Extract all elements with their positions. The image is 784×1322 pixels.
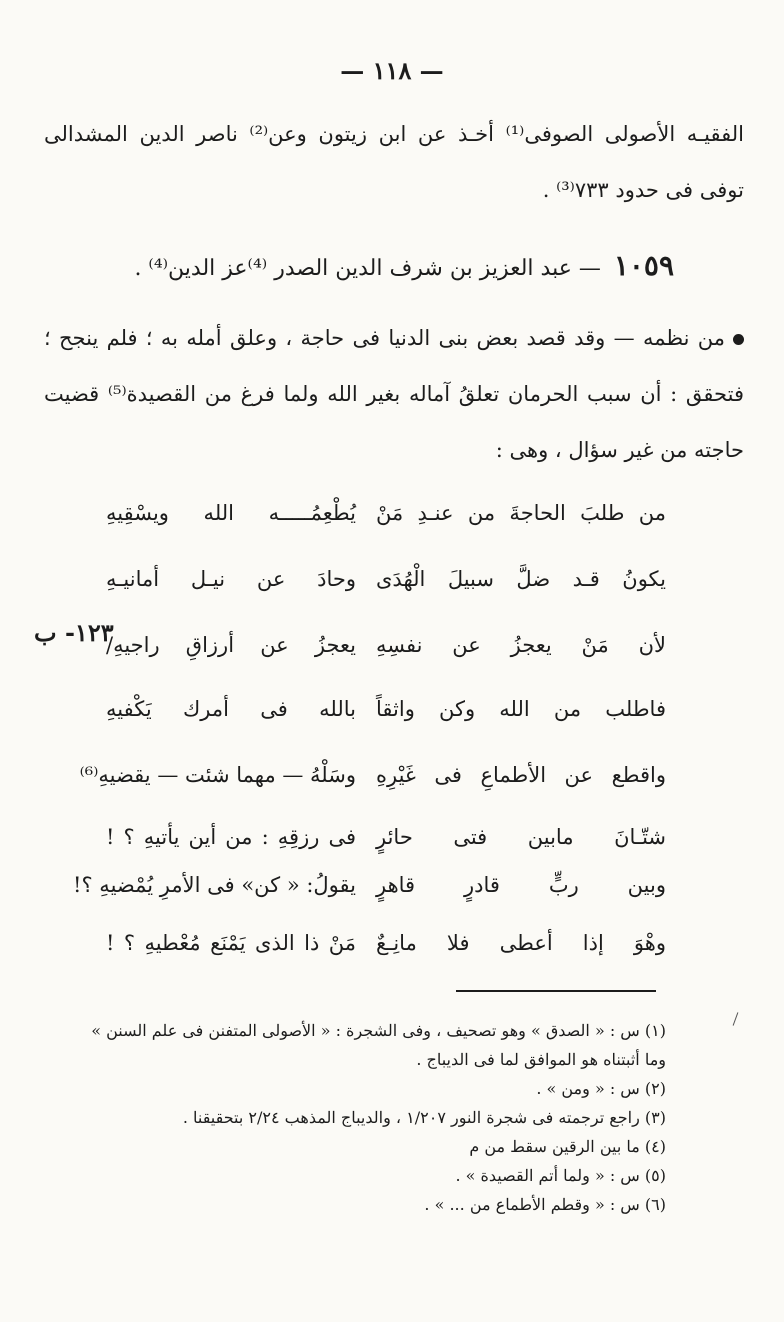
manuscript-folio-marker: ١٢٣- ب xyxy=(34,618,114,647)
intro-text: من نظمه — وقد قصد بعض بنى الدنيا فى حاجة ، وعلق أمله به ؛ فلم ينجح ؛ فتحقق : أن سبب الحرمان تعلقُ آماله بغير الله ولما فرغ من القصيدة⁽⁵⁾ قضيت حاجته من غير سؤال ، وهى : xyxy=(44,326,744,462)
verse-second-hemistich: وحادَ عن نيـل أمانيـهِ xyxy=(106,567,356,591)
verse-first-hemistich: من طلبَ الحاجةَ من عنـدِ مَنْ xyxy=(376,501,666,525)
verse-second-hemistich: بالله فى أمرك يَكْفيهِ xyxy=(106,697,356,721)
entry-heading xyxy=(114,238,674,297)
verse-first-hemistich: شتّـانَ مابين فتى حائرٍ xyxy=(376,825,666,849)
footnote-continuation: وما أثبتناه هو الموافق لما فى الديباج . xyxy=(416,1050,666,1069)
scan-mark xyxy=(733,1012,739,1025)
intro-paragraph xyxy=(44,310,744,478)
footnote: (٢) س : « ومن » . xyxy=(536,1079,666,1098)
verse-line xyxy=(106,822,666,852)
verse-line xyxy=(106,928,666,958)
footnote: (٣) راجع ترجمته فى شجرة النور ١/٢٠٧ ، والديباج المذهب ٢/٢٤ بتحقيقنا . xyxy=(182,1108,666,1127)
verse-line xyxy=(106,564,666,594)
verse-line xyxy=(106,630,666,660)
bullet-icon xyxy=(733,334,744,345)
verse-line xyxy=(79,760,666,790)
verse-second-hemistich: مَنْ ذا الذى يَمْنَع مُعْطيهِ ؟ ! xyxy=(106,931,356,955)
verse-first-hemistich: فاطلب من الله وكن واثقاً xyxy=(376,697,666,721)
footnotes xyxy=(46,1016,666,1219)
verse-second-hemistich: يقولُ: « كن» فى الأمرِ يُمْضيهِ ؟! xyxy=(73,873,356,897)
verse-second-hemistich: يُطْعِمُـــــه الله ويسْقِيهِ xyxy=(106,501,356,525)
page-number: — ١١٨ — xyxy=(340,56,444,85)
footnote: (٦) س : « وقطم الأطماع من ... » . xyxy=(424,1195,666,1214)
verse-line xyxy=(106,694,666,724)
verse-line xyxy=(73,870,666,900)
verse-first-hemistich: واقطع عن الأطماعِ فى غَيْرِهِ xyxy=(376,763,666,787)
entry-title: — عبد العزيز بن شرف الدين الصدر ⁽⁴⁾عز الدين⁽⁴⁾ . xyxy=(134,256,601,281)
footnote: (٤) ما بين الرقين سقط من م xyxy=(469,1137,666,1156)
verse-line xyxy=(106,498,666,528)
footnote: (٥) س : « ولما أتم القصيدة » . xyxy=(455,1166,666,1185)
verse-first-hemistich: لأن مَنْ يعجزُ عن نفسِهِ xyxy=(376,633,666,657)
footnote-divider xyxy=(456,990,656,992)
verse-second-hemistich: يعجزُ عن أرزاقِ راجيهِ/ xyxy=(106,633,356,657)
verse-first-hemistich: وبين ربٍّ قادرٍ قاهرٍ xyxy=(376,873,666,897)
verse-second-hemistich: فى رزقِهِ : من أين يأتيهِ ؟ ! xyxy=(106,825,356,849)
entry-number: ١٠٥٩ xyxy=(613,249,674,282)
biography-paragraph: الفقيـه الأصولى الصوفى⁽¹⁾ أخـذ عن ابن زيتون وعن⁽²⁾ ناصر الدين المشدالى توفى فى حدود ٧٣٣⁽³⁾ . xyxy=(44,122,744,202)
verse-first-hemistich: وهْوَ إذا أعطى فلا مانِـعٌ xyxy=(376,931,666,955)
footnote: (١) س : « الصدق » وهو تصحيف ، وفى الشجرة : « الأصولى المتفنن فى علم السنن » xyxy=(91,1021,666,1040)
verse-second-hemistich: وسَلْهُ — مهما شئت — يقضيهِ⁽⁶⁾ xyxy=(79,763,356,787)
verse-first-hemistich: يكونُ قـد ضلَّ سبيلَ الْهُدَى xyxy=(376,567,666,591)
